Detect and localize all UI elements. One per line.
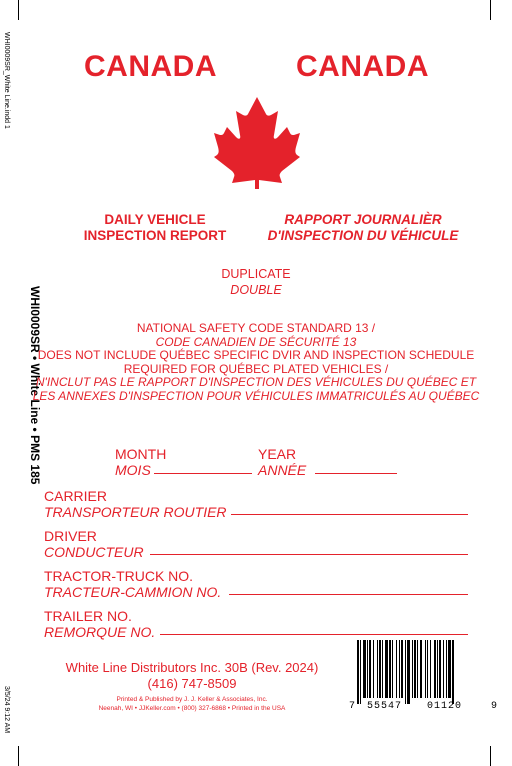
notice-line1: NATIONAL SAFETY CODE STANDARD 13 / [136, 321, 376, 335]
trailer-label-en: TRAILER NO. [44, 608, 132, 624]
barcode-digits-right: 01120 [427, 701, 463, 712]
notice-line2: CODE CANADIEN DE SÉCURITÉ 13 [155, 334, 357, 349]
crop-mark-top-right [490, 0, 491, 20]
crop-mark-bottom-right [490, 746, 491, 766]
title-canada-en: CANADA [84, 50, 217, 83]
notice-line6: LES ANNEXES D'INSPECTION POUR VÉHICULES IMMATRICULÉS AU QUÉBEC [32, 388, 480, 403]
report-title-en-line2: INSPECTION REPORT [83, 228, 227, 243]
carrier-label-fr: TRANSPORTEUR ROUTIER [44, 504, 227, 520]
maple-leaf-icon [214, 97, 300, 189]
year-label [258, 446, 306, 478]
barcode-image [357, 640, 493, 704]
tractor-label-fr: TRACTEUR-CAMMION NO. [44, 584, 222, 600]
product-code: WHI0009SR • White Line • PMS 185 [28, 286, 42, 485]
carrier-label [44, 488, 227, 520]
report-title-fr-line2: D'INSPECTION DU VÉHICULE [267, 228, 459, 243]
footer-address: Neenah, WI • JJKeller.com • (800) 327-6868 • Printed in the USA [98, 705, 286, 712]
tractor-label [44, 568, 221, 600]
footer-company: White Line Distributors Inc. 30B (Rev. 2024) [65, 660, 319, 675]
file-label: WHI0009SR_White Line.indd 1 [3, 32, 10, 129]
barcode-digits-left: 55547 [367, 701, 403, 712]
barcode-digit-first: 7 [349, 701, 356, 712]
carrier-field[interactable] [231, 514, 468, 515]
notice-line5: N'INCLUT PAS LE RAPPORT D'INSPECTION DES VÉHICULES DU QUÉBEC ET [35, 375, 477, 390]
barcode-digit-last: 9 [491, 701, 498, 712]
crop-mark-top-left [18, 0, 19, 20]
driver-label [44, 528, 144, 560]
tractor-label-en: TRACTOR-TRUCK NO. [44, 568, 194, 584]
footer-phone: (416) 747-8509 [147, 676, 237, 691]
copy-label [156, 266, 356, 298]
trailer-label [44, 608, 155, 640]
notice-block [26, 322, 486, 404]
year-label-en: YEAR [258, 446, 297, 462]
year-label-fr: ANNÉE [258, 462, 307, 478]
crop-mark-bottom-left [18, 746, 19, 766]
print-timestamp: 3/5/24 9:12 AM [3, 686, 10, 734]
title-canada-fr: CANADA [296, 50, 429, 83]
report-title-fr [252, 212, 474, 244]
copy-label-en: DUPLICATE [221, 267, 291, 281]
notice-line3: DOES NOT INCLUDE QUÉBEC SPECIFIC DVIR AND INSPECTION SCHEDULE [37, 348, 475, 363]
notice-line4: REQUIRED FOR QUÉBEC PLATED VEHICLES / [123, 361, 389, 376]
report-title-fr-line1: RAPPORT JOURNALIÈR [284, 212, 442, 227]
month-label-en: MONTH [115, 446, 167, 462]
driver-field[interactable] [150, 554, 468, 555]
tractor-field[interactable] [229, 594, 468, 595]
report-title-en [60, 212, 250, 244]
driver-label-en: DRIVER [44, 528, 97, 544]
trailer-field[interactable] [160, 634, 468, 635]
footer-block [48, 660, 336, 713]
barcode-digits [349, 701, 499, 715]
trailer-label-fr: REMORQUE NO. [44, 624, 156, 640]
year-field[interactable] [315, 473, 397, 474]
copy-label-fr: DOUBLE [230, 283, 282, 297]
report-title-en-line1: DAILY VEHICLE [104, 212, 206, 227]
carrier-label-en: CARRIER [44, 488, 108, 504]
month-label-fr: MOIS [115, 462, 151, 478]
driver-label-fr: CONDUCTEUR [44, 544, 144, 560]
month-field[interactable] [154, 473, 252, 474]
footer-printed: Printed & Published by J. J. Keller & Associates, Inc. [116, 696, 268, 703]
